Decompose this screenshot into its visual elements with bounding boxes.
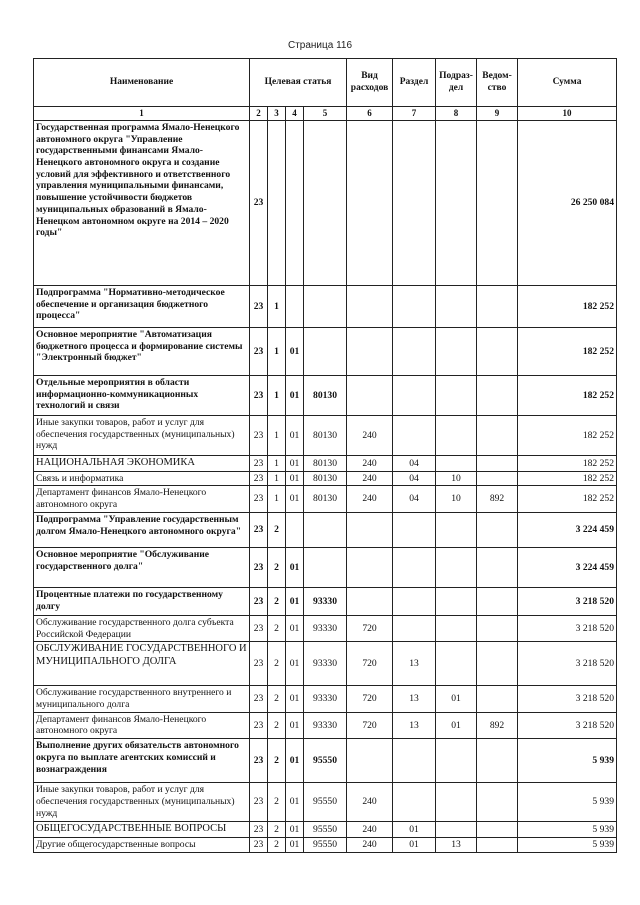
section: 13	[393, 712, 436, 738]
row-name: Основное мероприятие "Обслуживание государственного долга"	[34, 547, 250, 587]
target-subprogram: 2	[268, 686, 286, 712]
target-program: 23	[250, 285, 268, 327]
section	[393, 783, 436, 822]
amount: 3 224 459	[518, 512, 617, 547]
target-direction: 93330	[304, 712, 347, 738]
subsection	[436, 615, 477, 641]
expense-type: 240	[347, 837, 393, 852]
expense-type	[347, 327, 393, 375]
amount: 182 252	[518, 471, 617, 486]
row-name: Обслуживание государственного долга субъекта Российской Федерации	[34, 615, 250, 641]
target-event: 01	[286, 547, 304, 587]
target-subprogram: 2	[268, 739, 286, 783]
target-event: 01	[286, 837, 304, 852]
table-row	[34, 471, 617, 486]
amount: 5 939	[518, 822, 617, 838]
subsection	[436, 512, 477, 547]
section	[393, 285, 436, 327]
row-name: НАЦИОНАЛЬНАЯ ЭКОНОМИКА	[34, 455, 250, 471]
table-row	[34, 327, 617, 375]
department: 892	[477, 486, 518, 512]
expense-type	[347, 739, 393, 783]
section: 01	[393, 822, 436, 838]
target-event: 01	[286, 471, 304, 486]
department	[477, 455, 518, 471]
amount: 3 218 520	[518, 615, 617, 641]
subsection	[436, 587, 477, 615]
target-event: 01	[286, 327, 304, 375]
col-number: 4	[286, 107, 304, 121]
target-direction: 80130	[304, 486, 347, 512]
column-number-row	[34, 107, 617, 121]
department	[477, 739, 518, 783]
table-row	[34, 712, 617, 738]
expense-type: 720	[347, 686, 393, 712]
section	[393, 375, 436, 415]
section	[393, 587, 436, 615]
department	[477, 587, 518, 615]
target-program: 23	[250, 783, 268, 822]
target-program: 23	[250, 327, 268, 375]
expense-type	[347, 375, 393, 415]
expense-type	[347, 587, 393, 615]
target-subprogram: 2	[268, 587, 286, 615]
department	[477, 512, 518, 547]
row-name: Процентные платежи по государственному долгу	[34, 587, 250, 615]
subsection	[436, 120, 477, 285]
col-number: 8	[436, 107, 477, 121]
table-row	[34, 587, 617, 615]
target-subprogram: 2	[268, 712, 286, 738]
table-row	[34, 642, 617, 686]
subsection: 10	[436, 471, 477, 486]
department	[477, 822, 518, 838]
target-event: 01	[286, 455, 304, 471]
target-program: 23	[250, 739, 268, 783]
col-number: 2	[250, 107, 268, 121]
target-event: 01	[286, 486, 304, 512]
row-name: Связь и информатика	[34, 471, 250, 486]
row-name: Другие общегосударственные вопросы	[34, 837, 250, 852]
target-program: 23	[250, 837, 268, 852]
target-event: 01	[286, 375, 304, 415]
target-subprogram: 2	[268, 642, 286, 686]
section: 04	[393, 471, 436, 486]
amount: 182 252	[518, 455, 617, 471]
target-event: 01	[286, 615, 304, 641]
table-row	[34, 415, 617, 455]
target-direction: 80130	[304, 375, 347, 415]
col-number: 7	[393, 107, 436, 121]
header-summa: Сумма	[518, 59, 617, 107]
section: 13	[393, 642, 436, 686]
col-number: 1	[34, 107, 250, 121]
target-direction: 95550	[304, 822, 347, 838]
table-row	[34, 686, 617, 712]
target-event: 01	[286, 415, 304, 455]
row-name: Обслуживание государственного внутреннего и муниципального долга	[34, 686, 250, 712]
department	[477, 285, 518, 327]
department	[477, 375, 518, 415]
amount: 3 224 459	[518, 547, 617, 587]
section	[393, 415, 436, 455]
target-event: 01	[286, 739, 304, 783]
target-direction	[304, 120, 347, 285]
section: 13	[393, 686, 436, 712]
amount: 5 939	[518, 837, 617, 852]
target-direction: 95550	[304, 739, 347, 783]
department	[477, 327, 518, 375]
header-podrazdel: Подраз-дел	[436, 59, 477, 107]
subsection	[436, 547, 477, 587]
subsection: 13	[436, 837, 477, 852]
table-row	[34, 455, 617, 471]
target-event	[286, 285, 304, 327]
department	[477, 837, 518, 852]
target-subprogram: 2	[268, 837, 286, 852]
header-vedomstvo: Ведом-ство	[477, 59, 518, 107]
target-direction: 80130	[304, 471, 347, 486]
row-name: Департамент финансов Ямало-Ненецкого автономного округа	[34, 486, 250, 512]
target-direction: 95550	[304, 783, 347, 822]
target-direction	[304, 285, 347, 327]
target-subprogram: 2	[268, 615, 286, 641]
row-name: Основное мероприятие "Автоматизация бюджетного процесса и формирование системы "Электронный бюджет"	[34, 327, 250, 375]
expense-type	[347, 285, 393, 327]
header-vid: Вид расходов	[347, 59, 393, 107]
row-name: Выполнение других обязательств автономного округа по выплате агентских комиссий и вознаграждения	[34, 739, 250, 783]
target-event: 01	[286, 587, 304, 615]
department	[477, 686, 518, 712]
amount: 3 218 520	[518, 642, 617, 686]
section	[393, 615, 436, 641]
table-row	[34, 615, 617, 641]
subsection: 01	[436, 686, 477, 712]
target-program: 23	[250, 615, 268, 641]
subsection	[436, 642, 477, 686]
amount: 182 252	[518, 327, 617, 375]
amount: 5 939	[518, 783, 617, 822]
expense-type: 240	[347, 415, 393, 455]
col-number: 10	[518, 107, 617, 121]
budget-table	[33, 58, 617, 853]
expense-type: 240	[347, 822, 393, 838]
amount: 182 252	[518, 415, 617, 455]
department	[477, 120, 518, 285]
target-event	[286, 512, 304, 547]
subsection	[436, 783, 477, 822]
target-direction: 93330	[304, 587, 347, 615]
target-event: 01	[286, 783, 304, 822]
target-subprogram: 1	[268, 415, 286, 455]
header-razdel: Раздел	[393, 59, 436, 107]
target-subprogram: 2	[268, 547, 286, 587]
target-subprogram	[268, 120, 286, 285]
table-row	[34, 783, 617, 822]
section	[393, 547, 436, 587]
target-direction: 80130	[304, 455, 347, 471]
target-direction	[304, 547, 347, 587]
table-row	[34, 822, 617, 838]
department	[477, 783, 518, 822]
subsection	[436, 739, 477, 783]
target-subprogram: 1	[268, 327, 286, 375]
target-direction	[304, 512, 347, 547]
header-target: Целевая статья	[250, 59, 347, 107]
target-event	[286, 120, 304, 285]
target-direction: 93330	[304, 615, 347, 641]
amount: 3 218 520	[518, 712, 617, 738]
subsection	[436, 327, 477, 375]
department: 892	[477, 712, 518, 738]
amount: 26 250 084	[518, 120, 617, 285]
expense-type: 240	[347, 455, 393, 471]
target-program: 23	[250, 547, 268, 587]
department	[477, 615, 518, 641]
target-subprogram: 2	[268, 512, 286, 547]
target-program: 23	[250, 415, 268, 455]
target-program: 23	[250, 822, 268, 838]
amount: 3 218 520	[518, 587, 617, 615]
target-subprogram: 1	[268, 455, 286, 471]
subsection	[436, 822, 477, 838]
table-row	[34, 547, 617, 587]
header-name: Наименование	[34, 59, 250, 107]
target-subprogram: 2	[268, 783, 286, 822]
expense-type: 240	[347, 471, 393, 486]
subsection	[436, 455, 477, 471]
expense-type	[347, 120, 393, 285]
target-program: 23	[250, 512, 268, 547]
subsection: 10	[436, 486, 477, 512]
target-program: 23	[250, 375, 268, 415]
target-program: 23	[250, 471, 268, 486]
expense-type	[347, 547, 393, 587]
row-name: ОБЩЕГОСУДАРСТВЕННЫЕ ВОПРОСЫ	[34, 822, 250, 838]
target-event: 01	[286, 686, 304, 712]
table-row	[34, 375, 617, 415]
department	[477, 471, 518, 486]
section	[393, 739, 436, 783]
target-direction: 95550	[304, 837, 347, 852]
row-name: Иные закупки товаров, работ и услуг для обеспечения государственных (муниципальных) нужд	[34, 783, 250, 822]
table-row	[34, 285, 617, 327]
subsection: 01	[436, 712, 477, 738]
target-program: 23	[250, 120, 268, 285]
col-number: 6	[347, 107, 393, 121]
section	[393, 120, 436, 285]
subsection	[436, 415, 477, 455]
section	[393, 512, 436, 547]
row-name: Подпрограмма "Управление государственным долгом Ямало-Ненецкого автономного округа"	[34, 512, 250, 547]
amount: 182 252	[518, 375, 617, 415]
target-subprogram: 1	[268, 486, 286, 512]
table-row	[34, 837, 617, 852]
target-program: 23	[250, 712, 268, 738]
section: 01	[393, 837, 436, 852]
expense-type: 720	[347, 615, 393, 641]
page-header: Страница 116	[287, 40, 353, 51]
target-program: 23	[250, 642, 268, 686]
section: 04	[393, 455, 436, 471]
header-row	[34, 59, 617, 107]
amount: 3 218 520	[518, 686, 617, 712]
table-row	[34, 120, 617, 285]
target-event: 01	[286, 822, 304, 838]
row-name: Департамент финансов Ямало-Ненецкого автономного округа	[34, 712, 250, 738]
target-subprogram: 2	[268, 822, 286, 838]
section	[393, 327, 436, 375]
row-name: Отдельные мероприятия в области информационно-коммуникационных технологий и связи	[34, 375, 250, 415]
target-direction: 93330	[304, 686, 347, 712]
target-direction: 80130	[304, 415, 347, 455]
table-row	[34, 512, 617, 547]
amount: 5 939	[518, 739, 617, 783]
target-program: 23	[250, 686, 268, 712]
row-name: ОБСЛУЖИВАНИЕ ГОСУДАРСТВЕННОГО И МУНИЦИПАЛЬНОГО ДОЛГА	[34, 642, 250, 686]
target-event: 01	[286, 712, 304, 738]
col-number: 9	[477, 107, 518, 121]
col-number: 3	[268, 107, 286, 121]
expense-type: 720	[347, 712, 393, 738]
amount: 182 252	[518, 486, 617, 512]
expense-type: 240	[347, 486, 393, 512]
target-subprogram: 1	[268, 471, 286, 486]
subsection	[436, 375, 477, 415]
department	[477, 642, 518, 686]
target-subprogram: 1	[268, 285, 286, 327]
target-program: 23	[250, 455, 268, 471]
target-subprogram: 1	[268, 375, 286, 415]
target-event: 01	[286, 642, 304, 686]
col-number: 5	[304, 107, 347, 121]
table-row	[34, 486, 617, 512]
department	[477, 415, 518, 455]
target-program: 23	[250, 486, 268, 512]
row-name: Иные закупки товаров, работ и услуг для обеспечения государственных (муниципальных) нужд	[34, 415, 250, 455]
expense-type: 720	[347, 642, 393, 686]
row-name: Подпрограмма "Нормативно-методическое обеспечение и организация бюджетного процесса"	[34, 285, 250, 327]
section: 04	[393, 486, 436, 512]
target-direction	[304, 327, 347, 375]
target-direction: 93330	[304, 642, 347, 686]
expense-type	[347, 512, 393, 547]
table-row	[34, 739, 617, 783]
subsection	[436, 285, 477, 327]
expense-type: 240	[347, 783, 393, 822]
target-program: 23	[250, 587, 268, 615]
department	[477, 547, 518, 587]
amount: 182 252	[518, 285, 617, 327]
row-name: Государственная программа Ямало-Ненецкого автономного округа "Управление государственными финансами Ямало-Ненецкого автономного округа и создание условий для эффективного и ответственного управления муниципальными финансами, повышение устойчивости бюджетов муниципальных образований в Ямало-Ненецком автономном округе на 2014 – 2020 годы"	[34, 120, 250, 285]
